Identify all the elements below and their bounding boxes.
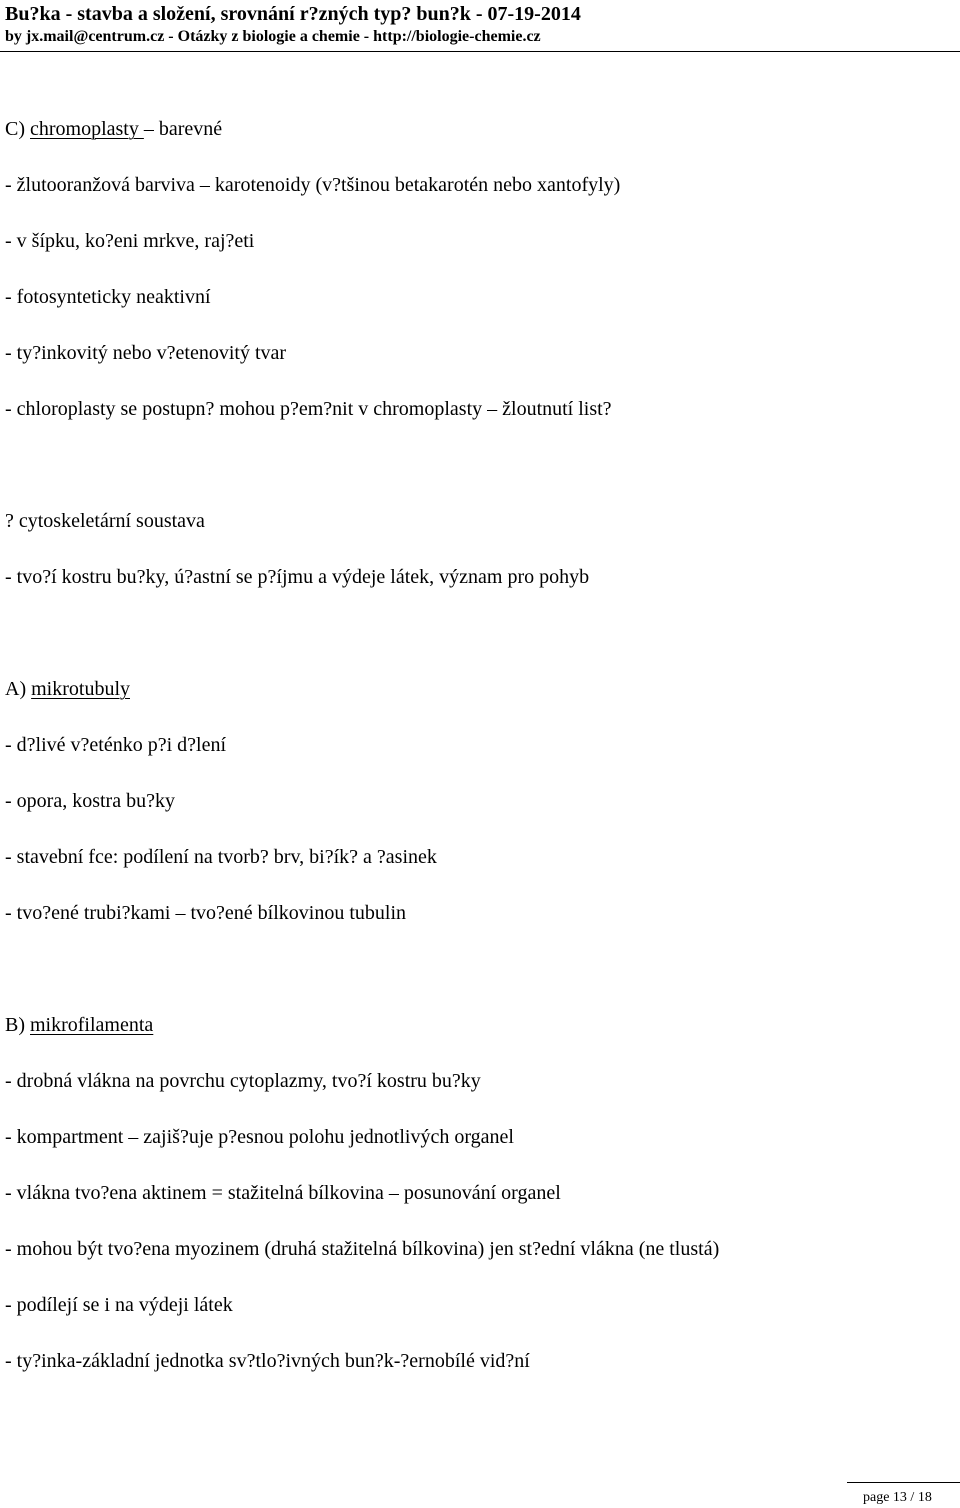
footer-divider bbox=[847, 1482, 960, 1483]
list-item: - fotosynteticky neaktivní bbox=[5, 286, 211, 308]
header-divider bbox=[0, 51, 960, 52]
section-prefix: A) bbox=[5, 678, 32, 700]
list-item: - stavební fce: podílení na tvorb? brv, bi?ík? a ?asinek bbox=[5, 846, 437, 868]
page-subtitle: by jx.mail@centrum.cz - Otázky z biologie a chemie - http://biologie-chemie.cz bbox=[5, 28, 541, 45]
section-heading-suffix: – barevné bbox=[143, 118, 223, 140]
list-item: - tvo?í kostru bu?ky, ú?astní se p?íjmu a výdeje látek, význam pro pohyb bbox=[5, 566, 590, 588]
list-item: - opora, kostra bu?ky bbox=[5, 790, 175, 812]
list-item: - d?livé v?eténko p?i d?lení bbox=[5, 734, 227, 756]
list-item: - mohou být tvo?ena myozinem (druhá stažitelná bílkovina) jen st?ední vlákna (ne tlustá) bbox=[5, 1238, 720, 1260]
list-item: - kompartment – zajiš?uje p?esnou polohu jednotlivých organel bbox=[5, 1126, 514, 1148]
list-item: - ty?inka-základní jednotka sv?tlo?ivných bun?k-?ernobílé vid?ní bbox=[5, 1350, 530, 1372]
section-heading-mikrotubuly bbox=[5, 677, 130, 701]
list-item: - drobná vlákna na povrchu cytoplazmy, tvo?í kostru bu?ky bbox=[5, 1070, 481, 1092]
page-number: page 13 / 18 bbox=[863, 1490, 932, 1505]
section-heading-chromoplasty bbox=[5, 117, 222, 141]
section-heading-link: mikrotubuly bbox=[31, 678, 130, 700]
list-item: - v šípku, ko?eni mrkve, raj?eti bbox=[5, 230, 255, 252]
page-header bbox=[5, 0, 955, 47]
list-item: - chloroplasty se postupn? mohou p?em?nit v chromoplasty – žloutnutí list? bbox=[5, 398, 612, 420]
list-item: - podílejí se i na výdeji látek bbox=[5, 1294, 233, 1316]
section-prefix: B) bbox=[5, 1014, 30, 1036]
page-title: Bu?ka - stavba a složení, srovnání r?zných typ? bun?k - 07-19-2014 bbox=[5, 3, 581, 25]
section-prefix: C) bbox=[5, 118, 30, 140]
section-heading-cytoskeleton: ? cytoskeletární soustava bbox=[5, 510, 205, 532]
section-heading-link: chromoplasty bbox=[30, 118, 144, 140]
list-item: - žlutooranžová barviva – karotenoidy (v?tšinou betakarotén nebo xantofyly) bbox=[5, 174, 621, 196]
section-heading-link: mikrofilamenta bbox=[30, 1014, 154, 1036]
list-item: - ty?inkovitý nebo v?etenovitý tvar bbox=[5, 342, 287, 364]
list-item: - tvo?ené trubi?kami – tvo?ené bílkovinou tubulin bbox=[5, 902, 407, 924]
section-heading-mikrofilamenta bbox=[5, 1013, 153, 1037]
list-item: - vlákna tvo?ena aktinem = stažitelná bílkovina – posunování organel bbox=[5, 1182, 561, 1204]
